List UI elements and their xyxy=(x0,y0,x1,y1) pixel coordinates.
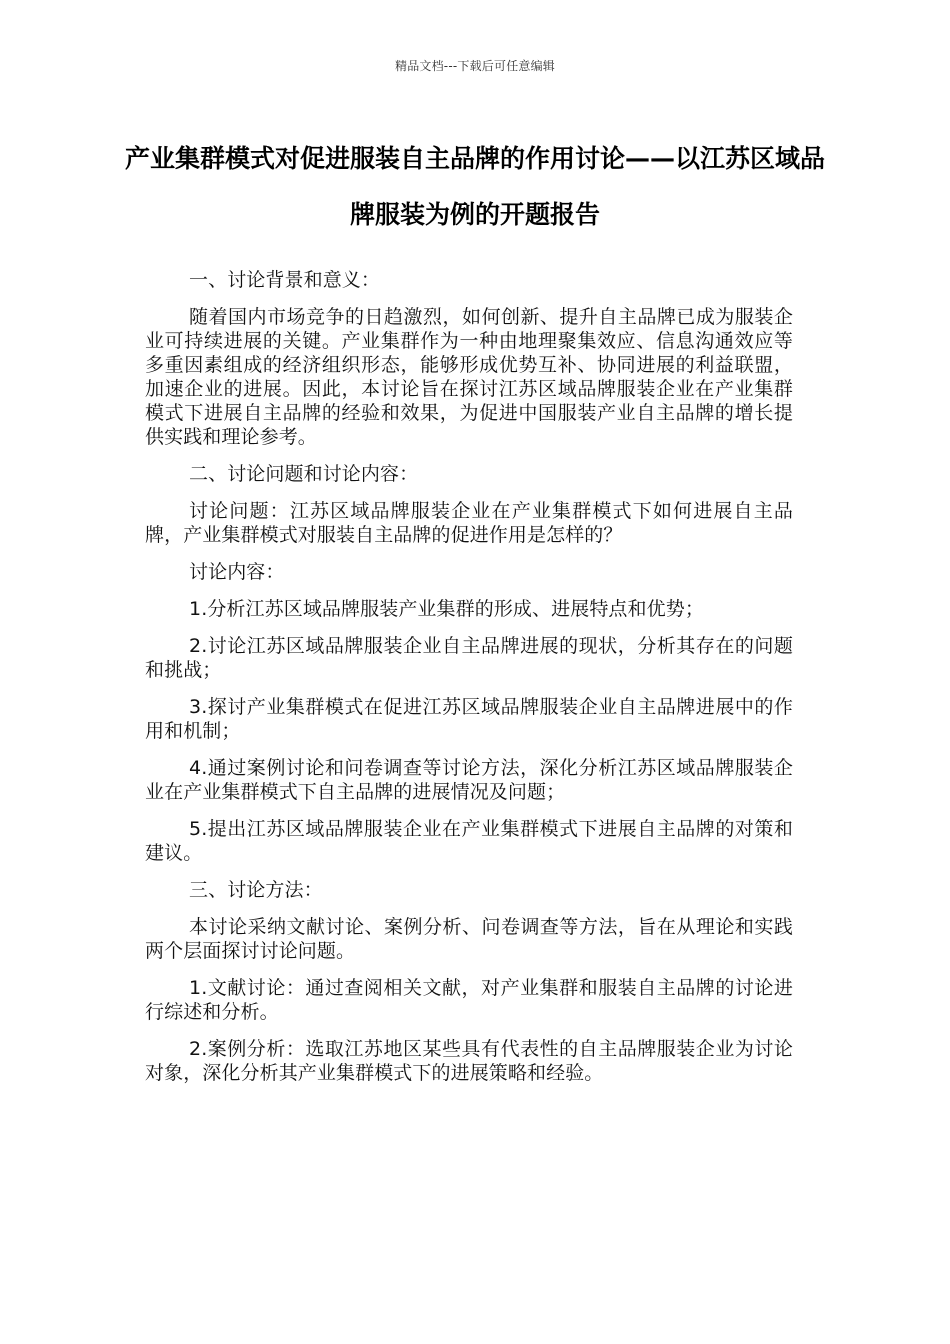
list-item-content-5: 5.提出江苏区域品牌服装企业在产业集群模式下进展自主品牌的对策和建议。 xyxy=(145,818,793,864)
list-item-content-3: 3.探讨产业集群模式在促进江苏区域品牌服装企业自主品牌进展中的作用和机制； xyxy=(145,696,793,742)
list-item-content-2: 2.讨论江苏区域品牌服装企业自主品牌进展的现状，分析其存在的问题和挑战； xyxy=(145,635,793,681)
document-body xyxy=(145,268,793,1098)
list-item-method-2: 2.案例分析：选取江苏地区某些具有代表性的自主品牌服装企业为讨论对象，深化分析其产业集群模式下的进展策略和经验。 xyxy=(145,1038,793,1084)
section-heading-questions: 二、讨论问题和讨论内容： xyxy=(189,463,419,485)
section-heading-methods: 三、讨论方法： xyxy=(189,879,323,901)
list-item-method-1: 1.文献讨论：通过查阅相关文献，对产业集群和服装自主品牌的讨论进行综述和分析。 xyxy=(145,977,793,1023)
list-item-content-1: 1.分析江苏区域品牌服装产业集群的形成、进展特点和优势； xyxy=(189,598,704,620)
paragraph-research-question: 讨论问题：江苏区域品牌服装企业在产业集群模式下如何进展自主品牌，产业集群模式对服装自主品牌的促进作用是怎样的？ xyxy=(145,500,793,546)
paragraph-methods: 本讨论采纳文献讨论、案例分析、问卷调查等方法，旨在从理论和实践两个层面探讨讨论问题。 xyxy=(145,916,793,962)
list-item-content-4: 4.通过案例讨论和问卷调查等讨论方法，深化分析江苏区域品牌服装企业在产业集群模式下自主品牌的进展情况及问题； xyxy=(145,757,793,803)
section-heading-background: 一、讨论背景和意义： xyxy=(189,269,381,291)
header-note: 精品文档---下载后可任意编辑 xyxy=(395,59,555,73)
document-title: 产业集群模式对促进服装自主品牌的作用讨论——以江苏区域品牌服装为例的开题报告 xyxy=(124,144,825,229)
paragraph-content-heading: 讨论内容： xyxy=(189,561,285,583)
paragraph-background: 随着国内市场竞争的日趋激烈，如何创新、提升自主品牌已成为服装企业可持续进展的关键。产业集群作为一种由地理聚集效应、信息沟通效应等多重因素组成的经济组织形态，能够形成优势互补、协同进展的利益联盟，加速企业的进展。因此，本讨论旨在探讨江苏区域品牌服装企业在产业集群模式下进展自主品牌的经验和效果，为促进中国服装产业自主品牌的增长提供实践和理论参考。 xyxy=(145,306,793,448)
